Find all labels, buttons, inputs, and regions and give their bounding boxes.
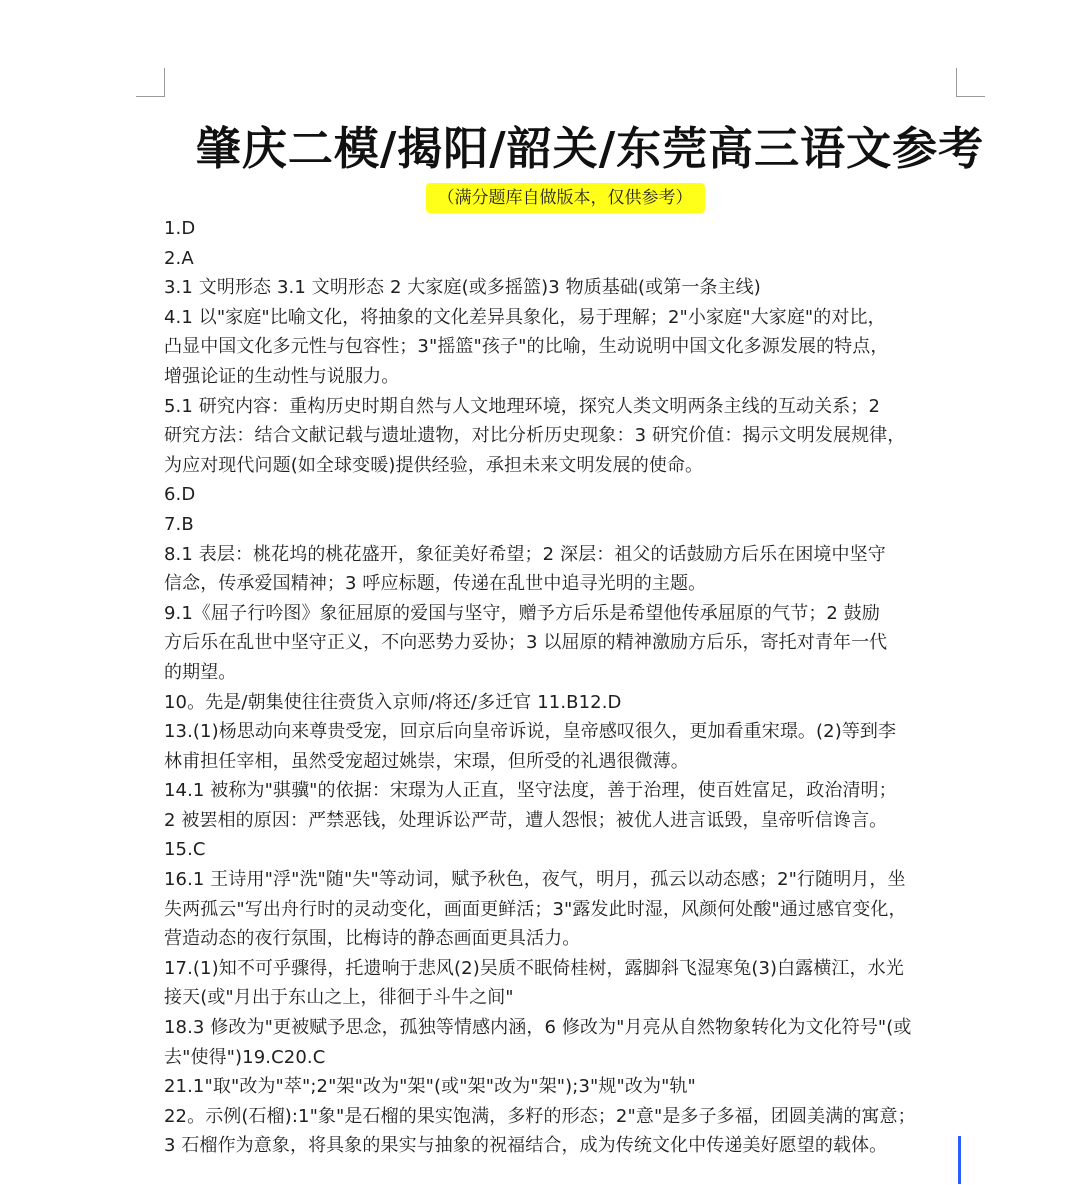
text-line: 1.D bbox=[164, 218, 196, 239]
text-line: 16.1 王诗用"浮"洗"随"失"等动词，赋予秋色，夜气，明月，孤云以动态感；2"行随明月，坐 bbox=[164, 869, 906, 891]
text-line: 接天(或"月出于东山之上，徘徊于斗牛之间" bbox=[164, 987, 514, 1009]
text-line: 7.B bbox=[164, 513, 194, 535]
text-line: 方后乐在乱世中坚守正义，不向恶势力妥协；3 以屈原的精神激励方后乐，寄托对青年一代 bbox=[164, 632, 888, 654]
text-line: 为应对现代问题(如全球变暖)提供经验，承担未来文明发展的使命。 bbox=[164, 454, 704, 476]
text-line: 林甫担任宰相，虽然受宠超过姚崇，宋璟，但所受的礼遇很微薄。 bbox=[164, 750, 689, 772]
document-title: 肇庆二模/揭阳/韶关/东莞高三语文参考 bbox=[195, 122, 985, 175]
text-line: 22。示例(石榴):1"象"是石榴的果实饱满，多籽的形态；2"意"是多子多福，团圆美满的寓意； bbox=[164, 1105, 916, 1127]
highlighted-subtitle: （满分题库自做版本，仅供参考） bbox=[426, 183, 705, 213]
text-line: 3 石榴作为意象，将具象的果实与抽象的祝福结合，成为传统文化中传递美好愿望的载体。 bbox=[164, 1135, 888, 1157]
text-line: 13.(1)杨思动向来尊贵受宠，回京后向皇帝诉说，皇帝感叹很久，更加看重宋璟。(2)等到李 bbox=[164, 721, 897, 743]
text-line: 信念，传承爱国精神；3 呼应标题，传递在乱世中追寻光明的主题。 bbox=[164, 573, 707, 595]
text-line: 17.(1)知不可乎骤得，托遗响于悲风(2)吴质不眠倚桂树，露脚斜飞湿寒兔(3)白露横江，水光 bbox=[164, 957, 904, 979]
text-line: 研究方法：结合文献记载与遗址遗物，对比分析历史现象：3 研究价值：揭示文明发展规律， bbox=[164, 425, 906, 447]
text-line: 2 被罢相的原因：严禁恶钱，处理诉讼严苛，遭人怨恨；被优人进言诋毁，皇帝听信谗言。 bbox=[164, 809, 888, 831]
text-line: 失两孤云"写出舟行时的灵动变化，画面更鲜活；3"露发此时湿，风颜何处酸"通过感官变化， bbox=[164, 898, 907, 920]
text-line: 营造动态的夜行氛围，比梅诗的静态画面更具活力。 bbox=[164, 928, 581, 950]
text-line: 10。先是/朝集使往往赍货入京师/将还/多迁官 11.B12.D bbox=[164, 691, 622, 713]
text-line: 6.D bbox=[164, 484, 196, 506]
text-line: 9.1《屈子行吟图》象征屈原的爱国与坚守，赠予方后乐是希望他传承屈原的气节；2 鼓励 bbox=[164, 602, 880, 624]
crop-mark-top-left bbox=[136, 68, 165, 97]
crop-mark-top-right bbox=[956, 68, 985, 97]
text-line: 15.C bbox=[164, 839, 206, 861]
answer-text-body[interactable] bbox=[164, 214, 964, 1161]
text-line: 的期望。 bbox=[164, 661, 237, 683]
text-line: 增强论证的生动性与说服力。 bbox=[164, 365, 400, 387]
text-line: 2.A bbox=[164, 247, 194, 269]
text-line: 3.1 文明形态 3.1 文明形态 2 大家庭(或多摇篮)3 物质基础(或第一条主线) bbox=[164, 277, 761, 299]
text-line: 4.1 以"家庭"比喻文化，将抽象的文化差异具象化，易于理解；2"小家庭"大家庭"的对比， bbox=[164, 306, 886, 328]
text-line: 5.1 研究内容：重构历史时期自然与人文地理环境，探究人类文明两条主线的互动关系；2 bbox=[164, 395, 880, 417]
text-line: 凸显中国文化多元性与包容性；3"摇篮"孩子"的比喻，生动说明中国文化多源发展的特点， bbox=[164, 336, 889, 358]
text-line: 14.1 被称为"骐骥"的依据：宋璟为人正直，坚守法度，善于治理，使百姓富足，政治清明； bbox=[164, 780, 897, 802]
text-line: 18.3 修改为"更被赋予思念，孤独等情感内涵，6 修改为"月亮从自然物象转化为文化符号"(或 bbox=[164, 1017, 912, 1039]
text-line: 21.1"取"改为"萃";2"架"改为"架"(或"架"改为"架");3"规"改为"轨" bbox=[164, 1076, 696, 1098]
text-cursor bbox=[958, 1136, 961, 1184]
text-line: 去"使得")19.C20.C bbox=[164, 1046, 326, 1068]
text-line: 8.1 表层：桃花坞的桃花盛开，象征美好希望；2 深层：祖父的话鼓励方后乐在困境中坚守 bbox=[164, 543, 886, 565]
